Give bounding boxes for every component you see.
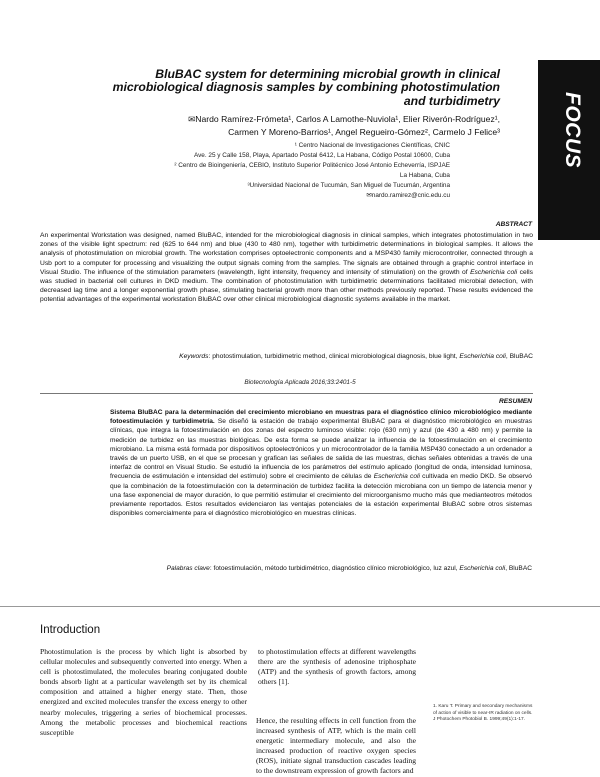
- divider: [40, 393, 533, 394]
- abstract-text-part-1: An experimental Workstation was designed, named BluBAC, intended for the microbiological diagnosis in clinical samples, which integrates photostimulation in two zones of the visible light spectrum: red (625 to 644 nm) and blue (430 to 480 nm), together with turbidimetric determinations in biological samples. It allows the analysis of photostimulation on microbial growth. The workstation comprises optoelectronic components and a MSP430 family microcontroller, connected through a Usb port to a computer for processing and visualizing the output signals coming from the samples. The signals are obtained through a graphic control interface in Visual Studio. The influence of the stimulation parameters (wavelength, light intensity, frequency and intensity of stimulation) on the growth of: [40, 232, 533, 276]
- corresponding-email: ✉nardo.ramirez@cnic.edu.cu: [366, 192, 450, 199]
- intro-column-2-bottom: Hence, the resulting effects in cell function from the increased synthesis of ATP, which is the main cell energetic intermediary molecule, and also the increased production of reactive oxygen species (ROS), initiate signal transduction cascades leading to the downstream expression of growth factors and: [256, 716, 416, 776]
- resumen-text: [110, 408, 532, 518]
- palabras-text: : fotoestimulación, método turbidimétrico, diagnóstico clínico microbiológico, luz azul,: [209, 565, 460, 572]
- affiliation-2: ² Centro de Bioingeniería, CEBIO, Instituto Superior Politécnico José Antonio Echeverría, ISPJAE: [174, 162, 450, 169]
- paper-title: BluBAC system for determining microbial growth in clinical microbiological diagnosis samples by combining photostimulation and turbidimetry: [112, 67, 500, 108]
- resumen-text-part-2: cultivada en medio DKD. Se observó que la combinación de la fotoestimulación con la determinación de turbidez facilita la detección microbiana con un tiempo de latencia menor y una fase exponencial de mayor duración, lo que permitió estimular el crecimiento del microorganismo mucho más que medianteotros métodos previamente reportados. Estos resultados evidenciaron las ventajas potenciales de la estación experimental BluBAC sobre otros sistemas disponibles comercialmente para el diagnóstico microbiológico en muestras clínicas.: [110, 473, 532, 518]
- resumen-text-part-1: Se diseñó la estación de trabajo experimental BluBAC para el diagnóstico microbiológico en muestras clínicas, que integra la fotoestimulación en dos zonas del espectro luminoso visible: rojo (630 nm) y azul (de 430 a 480 nm) y permite la medición de turbidez en las muestras biológicas. De esta forma se puede analizar la influencia de la fotoestimulación en el crecimiento microbiano. La misma está formada por dispositivos optoelectrónicos y un microcontrolador de la familia MSP430 conectado a un ordenador a través de un puerto USB, en el que se procesan y grafican las señales de salida de las muestras, dichas señales obtenidas a través de una interfaz de control en Visual Studio. Se estudió la influencia de los parámetros del estímulo aplicado (longitud de onda, intensidad luminosa, frecuencia de estimulación e intensidad del estímulo) sobre el crecimiento de células de: [110, 418, 533, 481]
- resumen-species: Escherichia coli: [373, 473, 420, 481]
- author-line-2: Carmen Y Moreno-Barrios¹, Angel Regueiro-Gómez², Carmelo J Felice³: [228, 126, 500, 137]
- keywords-text: : photostimulation, turbidimetric method, clinical microbiological diagnosis, blue light,: [208, 353, 460, 360]
- affiliation-2-city: La Habana, Cuba: [399, 172, 450, 179]
- abstract-text-part-2: cells was studied in bacterial cell cultures in DKD medium. The combination of photostimulation with turbidimetric determinations facilitated microbial detection, with decreased lag time and a longer exponential growth phase, stimulating bacterial growth more than other methods previously reported. These results evidenced the potential advantages of the experimental workstation BluBAC over other clinical microbiological diagnostic systems available in the market.: [40, 268, 533, 304]
- section-label: FOCUS: [561, 92, 584, 168]
- abstract-species: Escherichia coli: [470, 268, 518, 276]
- palabras-clave: [110, 564, 532, 573]
- intro-column-1: Photostimulation is the process by which light is absorbed by cellular molecules and subsequently converted into energy. When a cell is photostimulated, the molecules bearing conjugated double bonds absorb light at a particular wavelength set by its chemical composition and attained a higher energy state. Then, those energized and excited molecules transfer the excess energy to other nearby molecules, triggering a series of biochemical processes. Among the metabolic processes and biochemical reactions susceptible: [40, 647, 247, 737]
- affiliation-3: ³Universidad Nacional de Tucumán, San Miguel de Tucumán, Argentina: [247, 182, 450, 189]
- abstract-text: [40, 231, 533, 305]
- palabras-species: Escherichia coli: [459, 565, 506, 572]
- palabras-end: , BluBAC: [505, 565, 532, 572]
- affiliation-1: ¹ Centro Nacional de Investigaciones Científicas, CNIC: [294, 142, 450, 149]
- author-line-1: ✉Nardo Ramírez-Frómeta¹, Carlos A Lamothe-Nuviola¹, Elier Riverón-Rodríguez¹,: [188, 114, 500, 124]
- keywords-end: , BluBAC: [505, 353, 533, 360]
- resumen-lead: Sistema BluBAC para la determinación del crecimiento microbiano en muestras para el diagnóstico clínico microbiológico mediante fotoestimulación y turbidimetría.: [110, 409, 532, 426]
- palabras-label: Palabras clave: [166, 565, 210, 572]
- keywords-label: Keywords: [179, 353, 209, 360]
- affiliations: [100, 141, 450, 201]
- keywords-species: Escherichia coli: [459, 353, 506, 360]
- abstract-heading: ABSTRACT: [495, 221, 532, 228]
- affiliation-1-address: Ave. 25 y Calle 158, Playa, Apartado Postal 6412, La Habana, Código Postal 10600, Cuba: [193, 152, 450, 159]
- intro-divider: [0, 606, 600, 607]
- resumen-heading: RESUMEN: [499, 398, 532, 405]
- intro-column-2-top: to photostimulation effects at different wavelengths there are the synthesis of adenosine triphosphate (ATP) and the synthesis of growth factors, among others [1].: [258, 647, 416, 687]
- intro-heading: Introduction: [40, 624, 101, 636]
- journal-citation: Biotecnología Aplicada 2016;33:2401-5: [244, 379, 356, 386]
- author-list: [100, 113, 500, 138]
- reference-footnote: 1. Karu T. Primary and secondary mechanisms of action of visible to near-IR radiation on cells. J Photochem Photobiol B. 1999;49(1):1-17.: [433, 704, 533, 723]
- keywords: [40, 352, 533, 361]
